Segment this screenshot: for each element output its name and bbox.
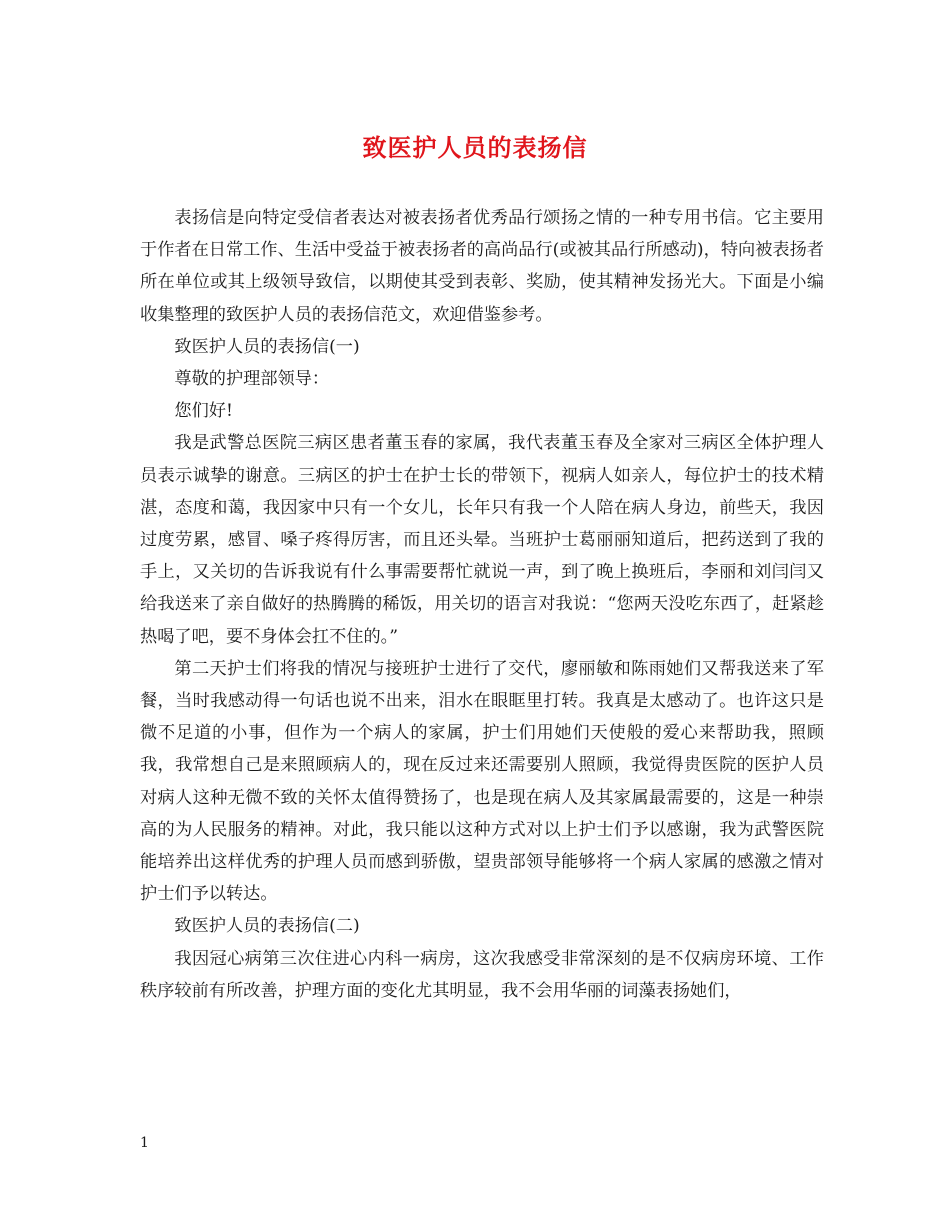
document-title: 致医护人员的表扬信	[362, 133, 588, 162]
letter1-paragraph-1: 我是武警总医院三病区患者董玉春的家属，我代表董玉春及全家对三病区全体护理人员表示诚挚的谢意。三病区的护士在护士长的带领下，视病人如亲人，每位护士的技术精湛，态度和蔼，我因家中只有一个女儿，长年只有我一个人陪在病人身边，前些天，我因过度劳累，感冒、嗓子疼得厉害，而且还头晕。当班护士葛丽丽知道后，把药送到了我的手上，又关切的告诉我说有什么事需要帮忙就说一声，到了晚上换班后，李丽和刘闫闫又给我送来了亲自做好的热腾腾的稀饭，用关切的语言对我说：“您两天没吃东西了，赶紧趁热喝了吧，要不身体会扛不住的。”	[140, 433, 824, 647]
salutation: 尊敬的护理部领导：	[174, 369, 330, 390]
section-heading-2: 致医护人员的表扬信(二)	[174, 916, 360, 937]
greeting: 您们好!	[174, 401, 233, 422]
intro-paragraph: 表扬信是向特定受信者表达对被表扬者优秀品行颂扬之情的一种专用书信。它主要用于作者在日常工作、生活中受益于被表扬者的高尚品行(或被其品行所感动)，特向被表扬者所在单位或其上级领导致信，以期使其受到表彰、奖励，使其精神发扬光大。下面是小编收集整理的致医护人员的表扬信范文，欢迎借鉴参考。	[140, 208, 824, 325]
letter2-paragraph-1: 我因冠心病第三次住进心内科一病房，这次我感受非常深刻的是不仅病房环境、工作秩序较前有所改善，护理方面的变化尤其明显，我不会用华丽的词藻表扬她们，	[140, 948, 824, 1001]
section-heading-1: 致医护人员的表扬信(一)	[174, 336, 360, 357]
page-number: 1	[140, 1135, 149, 1151]
letter1-paragraph-2: 第二天护士们将我的情况与接班护士进行了交代，廖丽敏和陈雨她们又帮我送来了军餐，当时我感动得一句话也说不出来，泪水在眼眶里打转。我真是太感动了。也许这只是微不足道的小事，但作为一个病人的家属，护士们用她们天使般的爱心来帮助我，照顾我，我常想自己是来照顾病人的，现在反过来还需要别人照顾，我觉得贵医院的医护人员对病人这种无微不致的关怀太值得赞扬了，也是现在病人及其家属最需要的，这是一种崇高的为人民服务的精神。对此，我只能以这种方式对以上护士们予以感谢，我为武警医院能培养出这样优秀的护理人员而感到骄傲，望贵部领导能够将一个病人家属的感激之情对护士们予以转达。	[140, 658, 824, 905]
document-body	[140, 202, 824, 1007]
